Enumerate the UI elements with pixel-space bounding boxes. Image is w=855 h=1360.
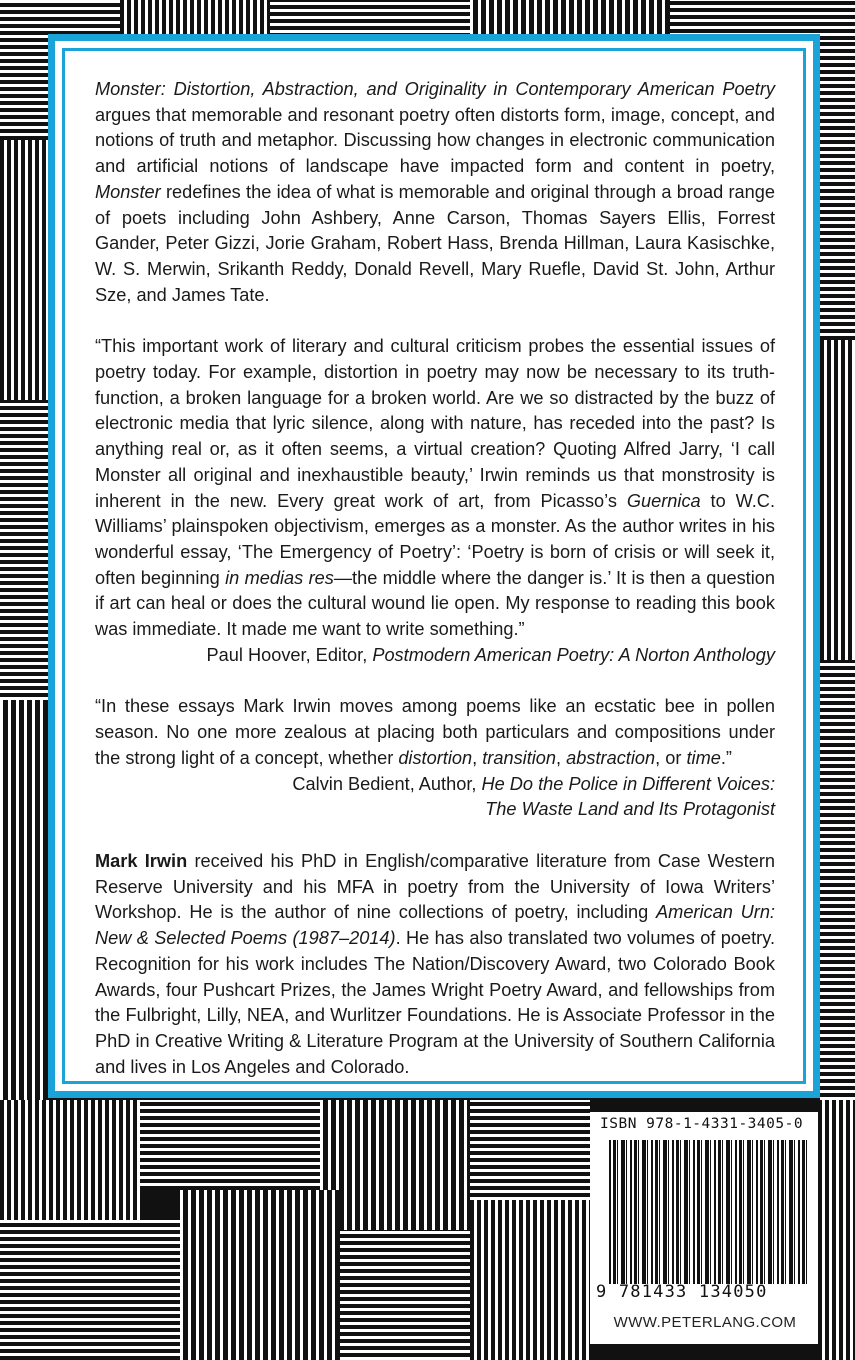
author-bio: Mark Irwin received his PhD in English/comparative literature from Case Western Reserve University and his MFA in poetry from the University of Iowa Writers’ Workshop. He is the author of nine collections of poetry, including American Urn: New & Selected Poems (1987–2014). He has also translated two volumes of poetry. Recognition for his work includes The Nation/Discovery Award, two Colorado Book Awards, four Pushcart Prizes, the James Wright Poetry Award, and fellowships from the Fulbright, Lilly, NEA, and Wurlitzer Foundations. He is Associate Professor in the PhD in Creative Writing & Literature Program at the University of Southern California and lives in Los Angeles and Colorado. bbox=[95, 850, 775, 1077]
endorsement-bedient: “In these essays Mark Irwin moves among poems like an ecstatic bee in pollen season. No one more zealous at placing both particulars and compositions under the strong light of a concept, whether distortion, transition, abstraction, or time.” bbox=[95, 696, 775, 768]
author-name: Mark Irwin bbox=[95, 850, 188, 871]
text-panel-inner bbox=[62, 48, 806, 1084]
endorsement-bedient-attribution-line2: The Waste Land and Its Protagonist bbox=[485, 799, 775, 820]
endorsement-bedient-attribution: Calvin Bedient, Author, He Do the Police in Different Voices: bbox=[292, 773, 775, 794]
barcode-number: 9 781433 134050 bbox=[596, 1282, 768, 1302]
text-panel bbox=[48, 34, 820, 1098]
book-title: Monster: Distortion, Abstraction, and Originality in Contemporary American Poetry bbox=[95, 79, 775, 99]
publisher-website: WWW.PETERLANG.COM bbox=[613, 1314, 797, 1331]
isbn-label: ISBN 978-1-4331-3405-0 bbox=[600, 1116, 804, 1132]
endorsement-hoover: “This important work of literary and cultural criticism probes the essential issues of poetry today. For example, distortion in poetry may now be necessary to its truth-function, a broken language for a broken world. Are we so distracted by the buzz of electronic media that lyric silence, along with nature, has receded into the past? Is anything real or, as it often seems, a virtual creation? Quoting Alfred Jarry, ‘I call Monster all original and inexhaustible beauty,’ Irwin reminds us that monstrosity is inherent in the new. Every great work of art, from Picasso’s Guernica to W.C. Williams’ plainspoken objectivism, emerges as a monster. As the author writes in his wonderful essay, ‘The Emergency of Poetry’: ‘Poetry is born of crisis or will seek it, often beginning in medias res—the middle where the danger is.’ It is then a question if art can heal or does the cultural wound lie open. My response to reading this book was immediate. It made me want to write something.” bbox=[95, 336, 775, 640]
barcode-icon bbox=[609, 1140, 807, 1284]
book-description: Monster: Distortion, Abstraction, and Originality in Contemporary American Poetry argues that memorable and resonant poetry often distorts form, image, concept, and notions of truth and metaphor. Discussing how changes in electronic communication and artificial notions of landscape have impacted form and content in poetry, Monster redefines the idea of what is memorable and original through a broad range of poets including John Ashbery, Anne Carson, Thomas Sayers Ellis, Forrest Gander, Peter Gizzi, Jorie Graham, Robert Hass, Brenda Hillman, Laura Kasischke, W. S. Merwin, Srikanth Reddy, Donald Revell, Mary Ruefle, David St. John, Arthur Sze, and James Tate. bbox=[95, 79, 775, 305]
endorsement-hoover-attribution: Paul Hoover, Editor, Postmodern American Poetry: A Norton Anthology bbox=[206, 644, 775, 665]
